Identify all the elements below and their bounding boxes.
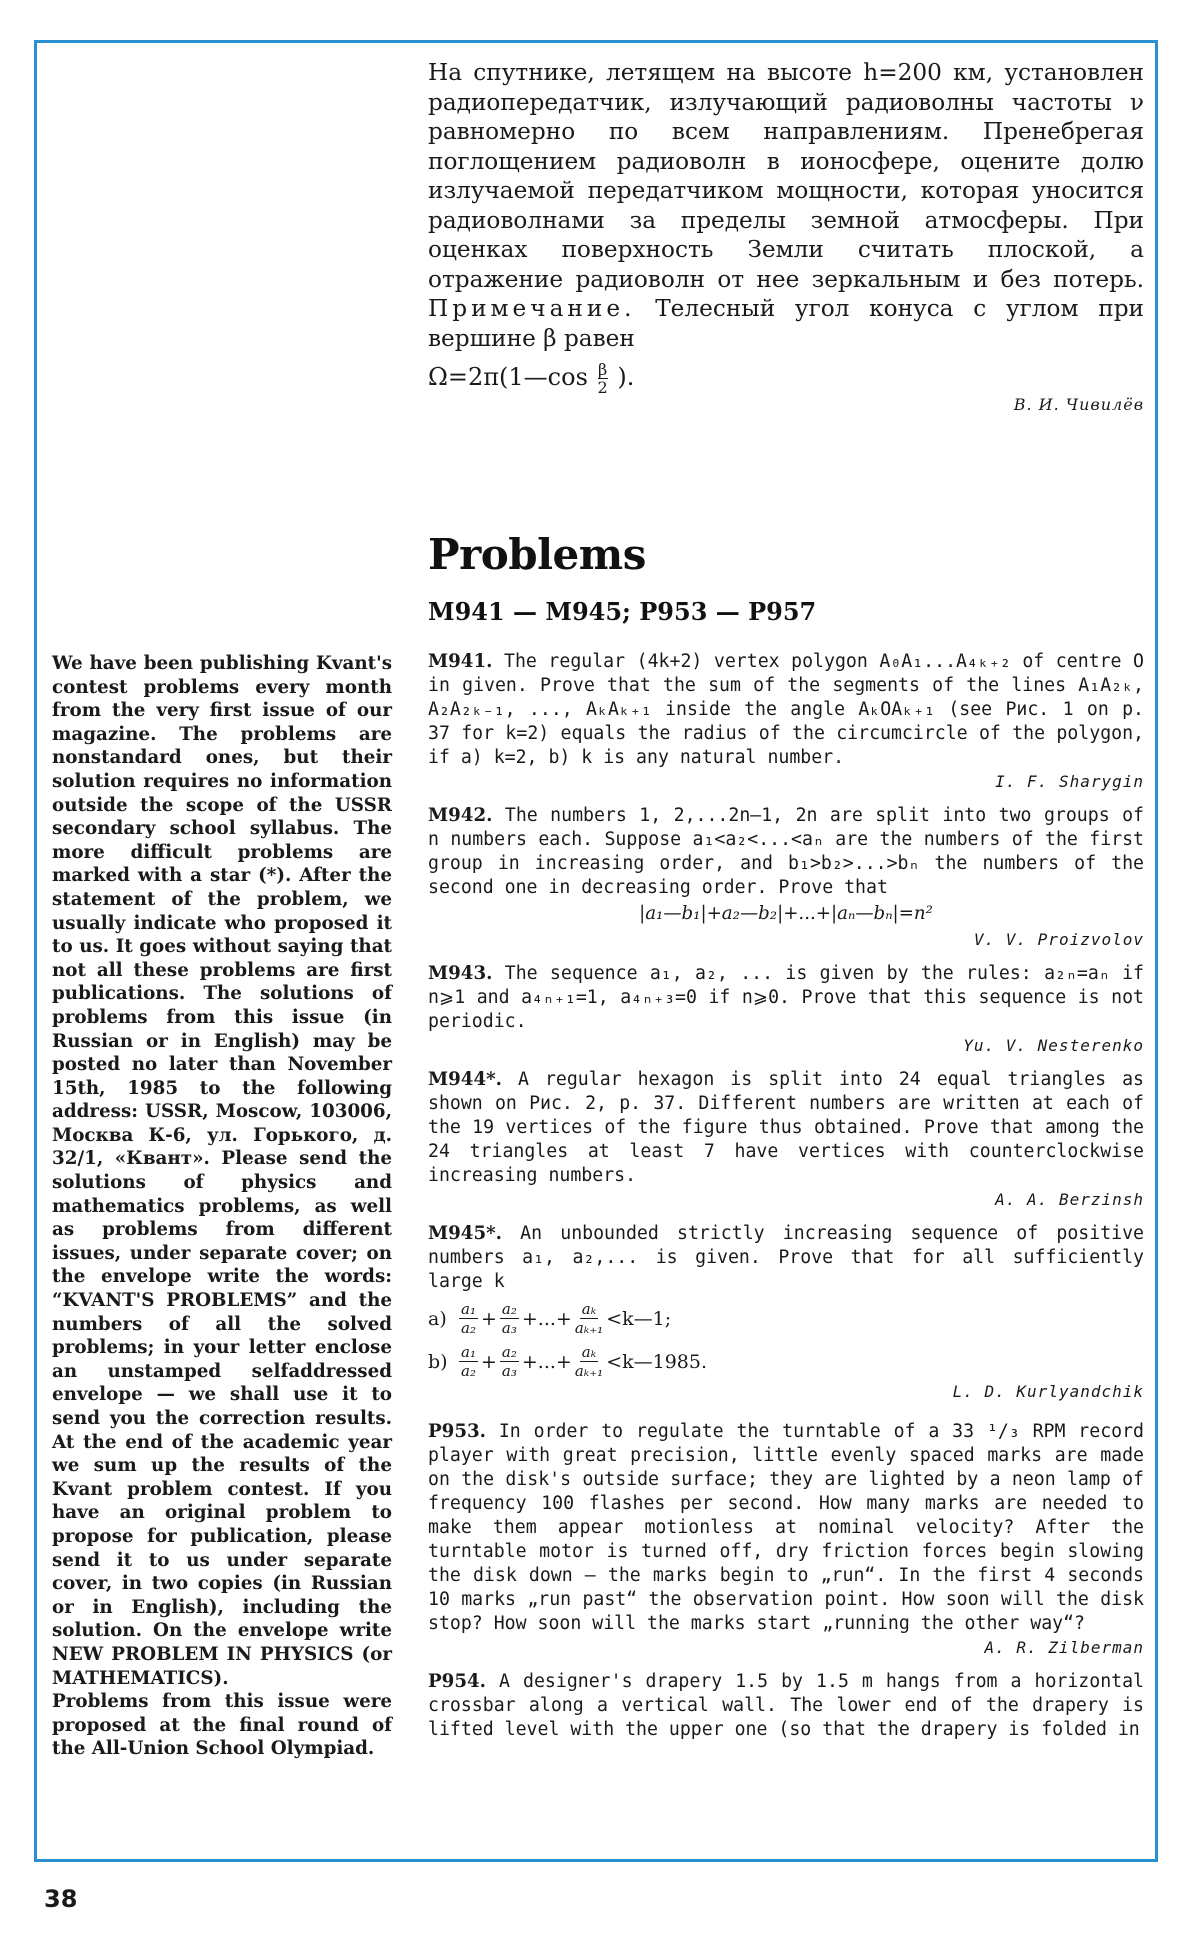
inequality-tail: <k—1985. <box>606 1350 708 1373</box>
problem-label: M945*. <box>428 1223 502 1244</box>
fraction <box>459 1343 478 1380</box>
section-title: Problems <box>428 530 646 579</box>
problem-author: Yu. V. Nesterenko <box>963 1036 1144 1055</box>
problems-list <box>428 650 1144 1742</box>
denominator: a₃ <box>501 1362 517 1380</box>
page-number: 38 <box>44 1885 78 1913</box>
denominator: a₃ <box>501 1319 517 1337</box>
inequality-b <box>428 1343 1144 1380</box>
formula-fraction <box>598 361 608 396</box>
problem-author: V. V. Proizvolov <box>973 930 1144 949</box>
problem-label: P954. <box>428 1671 486 1692</box>
fraction <box>575 1300 603 1337</box>
note-text: Телесный угол конуса с углом при вершине β равен <box>428 295 1144 352</box>
problem-text: A regular hexagon is split into 24 equal triangles as shown on Рис. 2, p. 37. Different numbers are written at each of the 19 vertices of the figure thus obtained. Prove that among the 24 triangles at least 7 have vertices with counterclockwise increasing numbers. <box>428 1069 1144 1186</box>
problem-m942 <box>428 804 1144 900</box>
denominator: a₂ <box>461 1319 476 1337</box>
note-label: Примечание. <box>428 295 636 322</box>
sidebar-text: We have been publishing Kvant's contest problems every month from the very first issue of our magazine. The problems are nonstandard ones, but their solution requires no information outside the scope of the USSR secondary school syllabus. The more difficult problems are marked with a star (*). After the statement of the problem, we usually indicate who proposed it to us. It goes without saying that not all these problems are first publications. The solutions of problems from this issue (in Russian or in English) may be posted no later than November 15th, 1985 to the following address: USSR, Moscow, 103006, Москва К-6, ул. Горького, д. 32/1, «Квант». Please send the solutions of physics and mathematics problems, as well as problems from different issues, under separate cover; on the envelope write the words: “KVANT'S PROBLEMS” and the numbers of all the solved problems; in your letter enclose an unstamped selfaddressed envelope — we shall use it to send you the correction results. At the end of the academic year we sum up the results of the Kvant problem contest. If you have an original problem to propose for publication, please send it to us under separate cover, in two copies (in Russian or in English), including the solution. On the envelope write NEW PROBLEM IN PHYSICS (or MATHEMATICS). <box>52 653 392 1689</box>
problem-label: P953. <box>428 1421 486 1442</box>
section-subtitle: M941 — M945; P953 — P957 <box>428 597 817 626</box>
numerator: aₖ <box>581 1300 597 1318</box>
inequality-tail: <k—1; <box>606 1307 672 1330</box>
problem-label: M944*. <box>428 1069 502 1090</box>
formula-left: Ω=2π(1—cos <box>428 363 588 391</box>
problem-text: The regular (4k+2) vertex polygon A₀A₁...A₄ₖ₊₂ of centre O in given. Prove that the sum of the segments of the lines A₁A₂ₖ, A₂A₂ₖ₋₁, ..., AₖAₖ₊₁ inside the angle AₖOAₖ₊₁ (see Рис. 1 on p. 37 for k=2) equals the radius of the circumcircle of the polygon, if a) k=2, b) k is any natural number. <box>428 651 1145 768</box>
numerator: a₁ <box>461 1300 476 1318</box>
formula-right: ). <box>617 363 635 391</box>
problem-author: A. A. Berzinsh <box>995 1190 1144 1209</box>
inequality-label: a) <box>428 1307 447 1330</box>
denominator: a₂ <box>461 1362 476 1380</box>
sidebar-closing: Problems from this issue were proposed at the final round of the All-Union School Olympiad. <box>52 1691 392 1760</box>
inequality-a <box>428 1300 1144 1337</box>
denominator: aₖ₊₁ <box>574 1319 604 1337</box>
fraction <box>575 1343 603 1380</box>
fraction <box>500 1343 519 1380</box>
fraction <box>459 1300 478 1337</box>
problem-m943 <box>428 962 1144 1034</box>
numerator: a₂ <box>501 1300 517 1318</box>
russian-problem <box>428 58 1144 420</box>
problem-text: In order to regulate the turntable of a 33 ¹/₃ RPM record player with great precision, little evenly spaced marks are made on the disk's outside surface; they are lighted by a neon lamp of frequency 100 flashes per second. How many marks are needed to make them appear motionless at nominal velocity? After the turntable motor is turned off, dry friction forces begin slowing the disk down — the marks begin to „run“. In the first 4 seconds 10 marks „run past“ the observation point. How soon will the disk stop? How soon will the marks start „running the other way“? <box>428 1421 1145 1634</box>
plus-sign: + <box>480 1307 497 1330</box>
plus-sign: + <box>480 1350 497 1373</box>
problem-label: M942. <box>428 805 493 826</box>
problem-m944 <box>428 1068 1144 1188</box>
formula-denominator: 2 <box>597 378 608 397</box>
plus-dots: +...+ <box>521 1350 572 1373</box>
problem-author: L. D. Kurlyandchik <box>952 1382 1144 1401</box>
denominator: aₖ₊₁ <box>574 1362 604 1380</box>
problem-text: The numbers 1, 2,...2n—1, 2n are split into two groups of n numbers each. Suppose a₁<a₂<...<aₙ are the numbers of the first group in increasing order, and b₁>b₂>...>bₙ the numbers of the second one in decreasing order. Prove that <box>428 805 1145 898</box>
numerator: a₂ <box>501 1343 517 1361</box>
problem-text: A designer's drapery 1.5 by 1.5 m hangs from a horizontal crossbar along a vertical wall. The lower end of the drapery is lifted level with the upper one (so that the drapery is folded in <box>428 1671 1145 1740</box>
problem-text: An unbounded strictly increasing sequence of positive numbers a₁, a₂,... is given. Prove that for all sufficiently large k <box>428 1223 1144 1292</box>
problem-formula: |a₁—b₁|+a₂—b₂|+...+|aₙ—bₙ|=n² <box>639 903 933 924</box>
problem-p954 <box>428 1670 1144 1742</box>
problem-label: M941. <box>428 651 493 672</box>
formula-numerator: β <box>598 360 608 379</box>
inequality-label: b) <box>428 1350 448 1373</box>
problem-p953 <box>428 1420 1144 1636</box>
problem-m945 <box>428 1222 1144 1294</box>
russian-problem-text <box>428 58 1144 353</box>
problem-label: M943. <box>428 963 493 984</box>
russian-problem-author: В. И. Чивилёв <box>1013 395 1144 414</box>
problem-text: The sequence a₁, a₂, ... is given by the rules: a₂ₙ=aₙ if n⩾1 and a₄ₙ₊₁=1, a₄ₙ₊₃=0 if n⩾0. Prove that this sequence is not periodic. <box>428 963 1145 1032</box>
numerator: a₁ <box>461 1343 476 1361</box>
plus-dots: +...+ <box>521 1307 572 1330</box>
numerator: aₖ <box>581 1343 597 1361</box>
problem-m941 <box>428 650 1144 770</box>
problem-author: I. F. Sharygin <box>995 772 1144 791</box>
problem-author: A. R. Zilberman <box>984 1638 1144 1657</box>
fraction <box>500 1300 519 1337</box>
russian-problem-body: На спутнике, летящем на высоте h=200 км, установлен радиопередатчик, излучающий радиоволны частоты ν равномерно по всем направлениям. Пренебрегая поглощением радиоволн в ионосфере, оцените долю излучаемой передатчиком мощности, которая уносится радиоволнами за пределы земной атмосферы. При оценках поверхность Земли считать плоской, а отражение радиоволн от нее зеркальным и без потерь. <box>428 59 1144 293</box>
contest-info-sidebar <box>52 652 392 1761</box>
